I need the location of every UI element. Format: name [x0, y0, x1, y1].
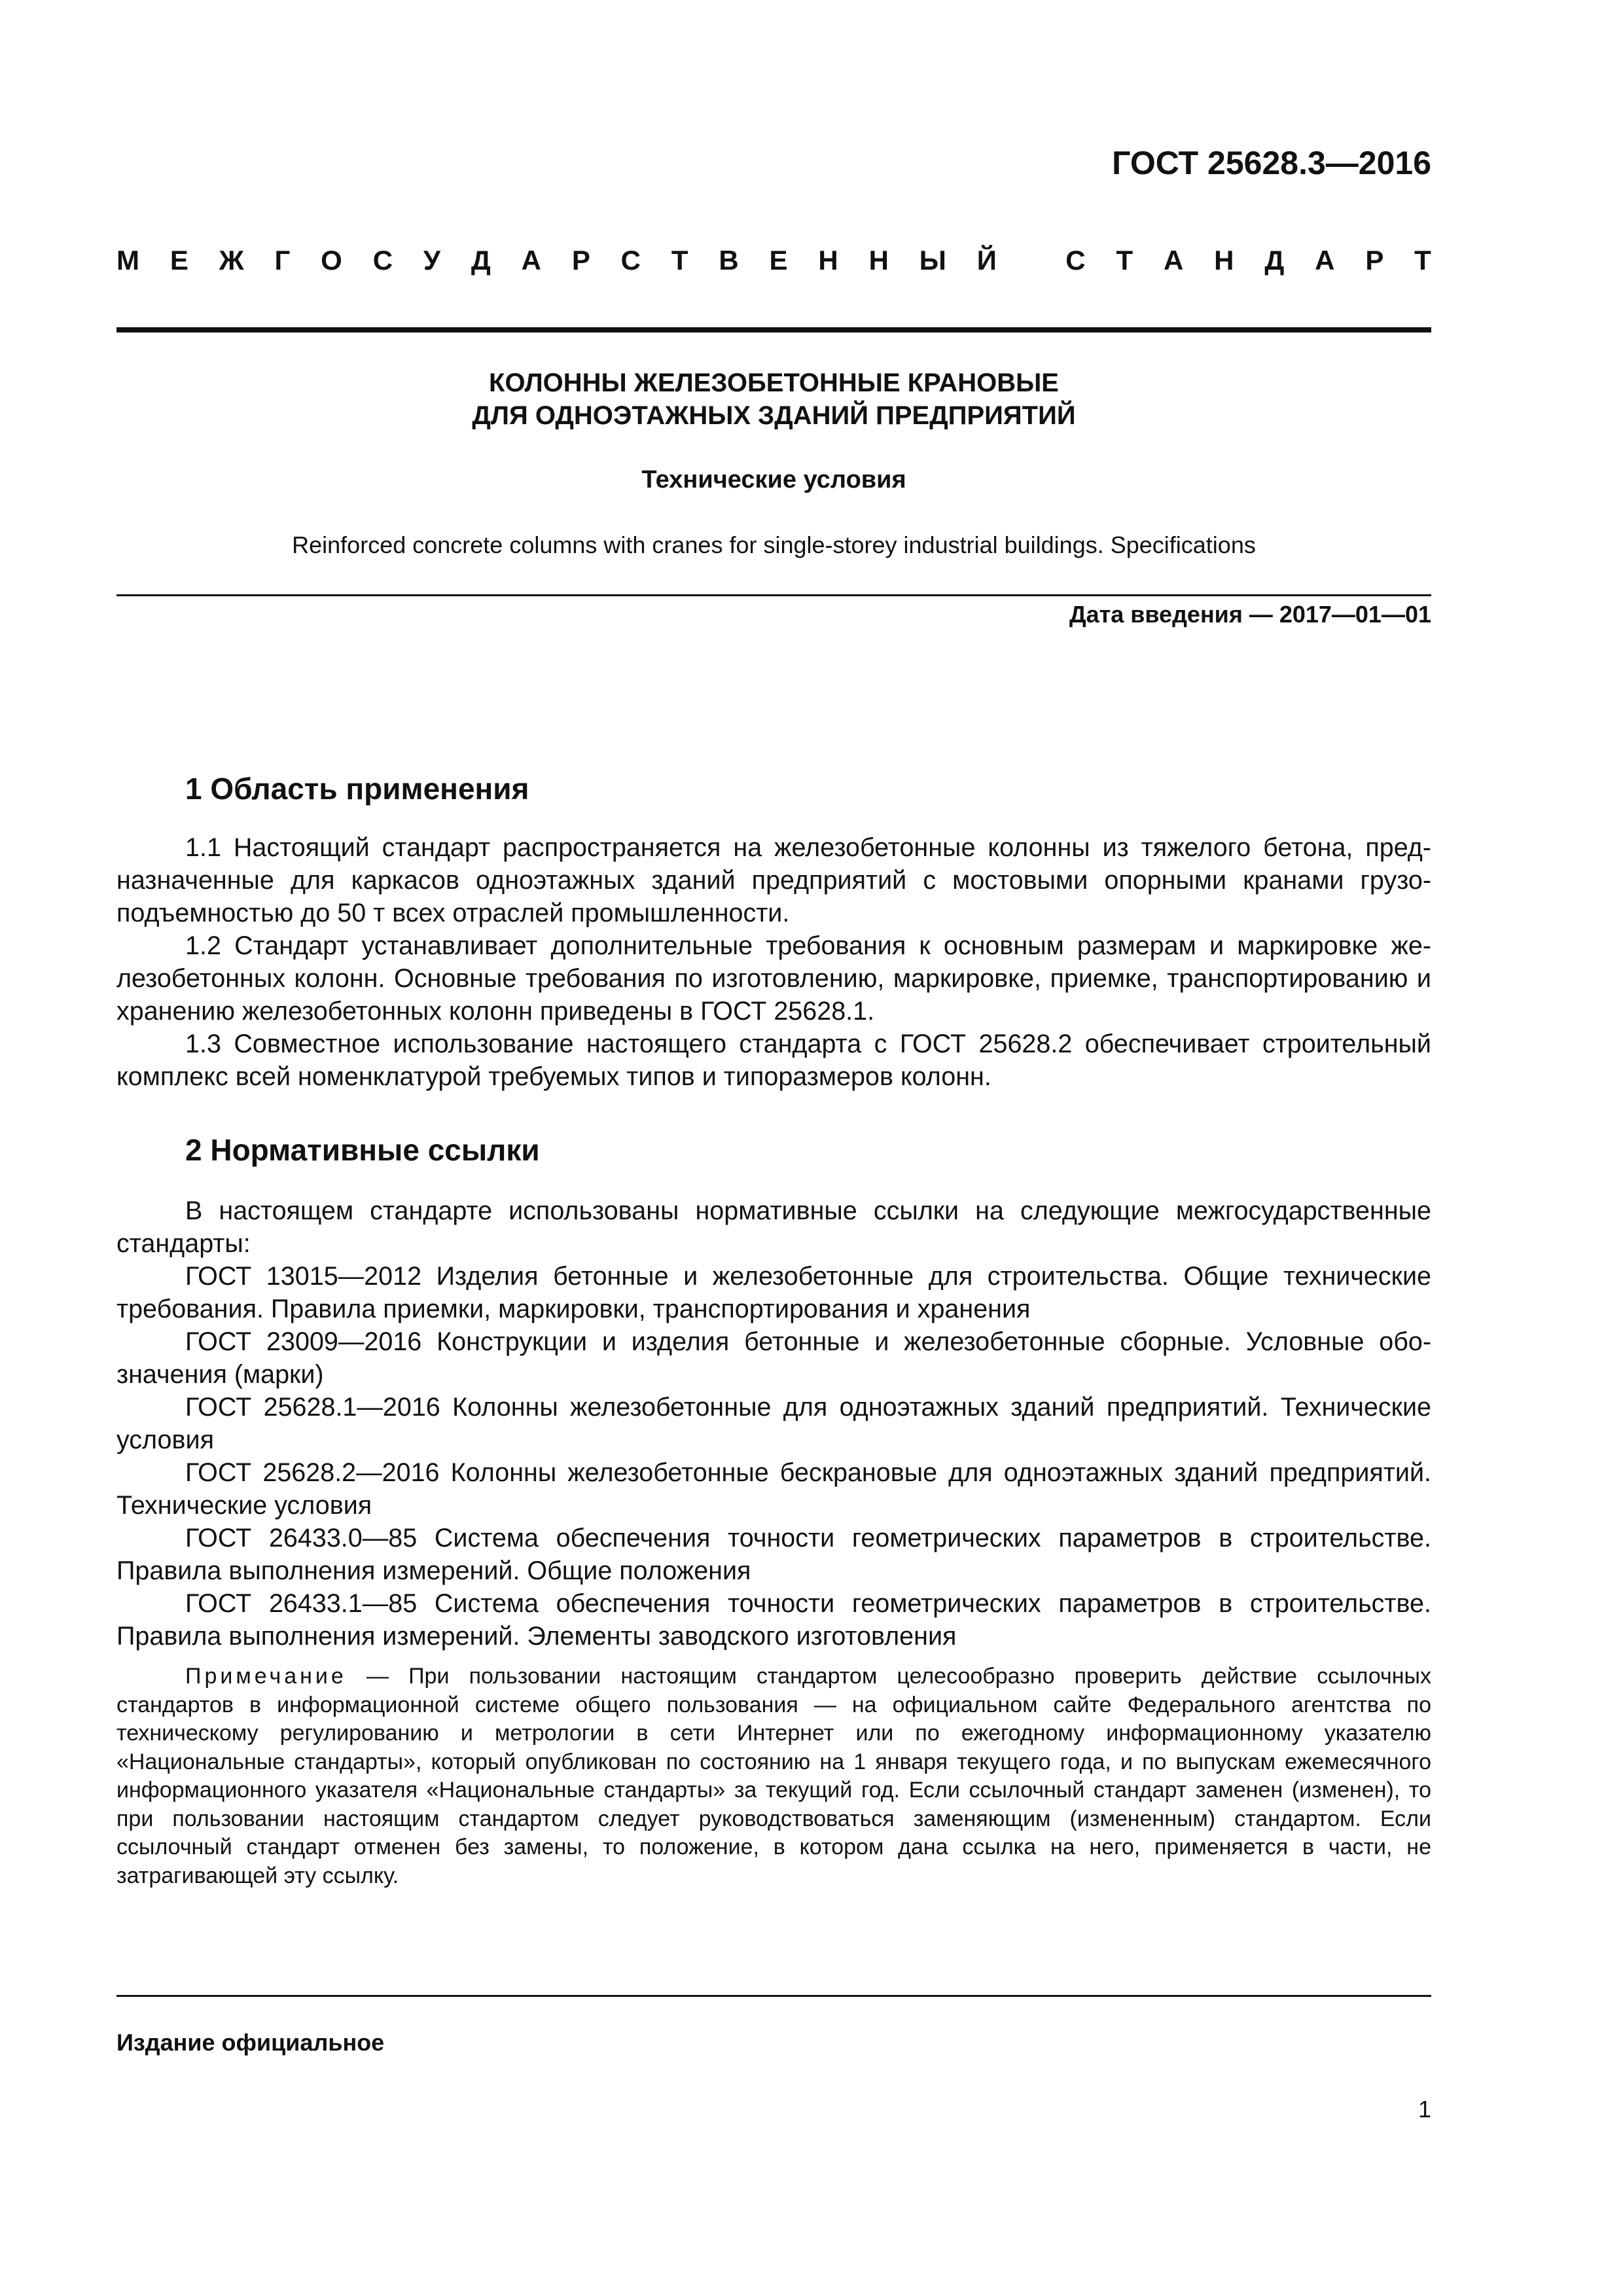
kind-letter: Н	[818, 245, 838, 276]
paragraph: 1.1 Настоящий стандарт распространяется на железобетонные колонны из тяжелого бетона, предназначенные для каркасов одноэтажных зданий предприятий с мостовыми опорными кранами грузоподъемностью до 50 т всех отраслей промышленности.	[116, 833, 1431, 927]
doc-number: ГОСТ 25628.3—2016	[1112, 145, 1431, 181]
kind-letter: Ы	[919, 245, 946, 276]
reference-item: ГОСТ 26433.0—85 Система обеспечения точности геометрических параметров в строительстве. Правила выполнения измерений. Общие положения	[116, 1524, 1431, 1585]
note-label: Примечание	[185, 1664, 347, 1689]
note	[116, 1662, 1431, 1890]
kind-letter: Р	[571, 245, 590, 276]
kind-letter: С	[620, 245, 641, 276]
header-divider	[116, 327, 1431, 332]
paragraph: В настоящем стандарте использованы нормативные ссылки на следующие межгосударственные стандарты:	[116, 1196, 1431, 1258]
section-2-heading: 2 Нормативные ссылки	[185, 1133, 540, 1167]
paragraph: 1.2 Стандарт устанавливает дополнительные требования к основным размерам и маркировке железобетонных колонн. Основные требования по изготовлению, маркировке, приемке, транспортированию и хранению железобетонных колонн приведены в ГОСТ 25628.1.	[116, 931, 1431, 1026]
kind-letter: А	[1315, 245, 1335, 276]
kind-letter: Е	[169, 245, 188, 276]
intro-date: Дата введения — 2017—01—01	[1069, 601, 1431, 628]
section-1-body	[116, 831, 1431, 1093]
kind-letter: С	[372, 245, 393, 276]
note-text: — При пользовании настоящим стандартом целесообразно проверить действие ссылочных стандартов в информационной системе общего пользования — на официальном сайте Федерального агентства по техническому регулированию и метрологии в сети Интернет или по ежегодному информационному указателю «Национальные стандарты», который опубликован по состоянию на 1 января текущего года, и по выпускам ежемесячного информационного указателя «Национальные стандарты» за текущий год. Если ссылочный стандарт заменен (изменен), то при пользовании настоящим стандартом следует руководствоваться заменяющим (измененным) стандартом. Если ссылочный стандарт отменен без замены, то положение, в котором дана ссылка на него, применяется в части, не затрагивающей эту ссылку.	[116, 1664, 1431, 1888]
section-2-body	[116, 1194, 1431, 1653]
kind-letter: О	[321, 245, 342, 276]
kind-letter: Д	[471, 245, 491, 276]
kind-letter: Т	[671, 245, 688, 276]
kind-letter: Д	[1264, 245, 1285, 276]
paragraph: 1.3 Совместное использование настоящего стандарта с ГОСТ 25628.2 обеспечивает строительный комплекс всей номенклатурой требуемых типов и типоразмеров колонн.	[116, 1030, 1431, 1091]
reference-item: ГОСТ 13015—2012 Изделия бетонные и железобетонные для строительства. Общие технические требования. Правила приемки, маркировки, транспортирования и хранения	[116, 1262, 1431, 1323]
kind-letter: М	[116, 245, 139, 276]
kind-letter: В	[719, 245, 739, 276]
section-1-heading: 1 Область применения	[185, 772, 529, 806]
footer-divider	[116, 1995, 1431, 1997]
reference-item: ГОСТ 25628.2—2016 Колонны железобетонные бескрановые для одноэтажных зданий предприятий. Технические условия	[116, 1458, 1431, 1520]
kind-letter: А	[1163, 245, 1184, 276]
kind-letter: Н	[868, 245, 889, 276]
kind-letter: У	[423, 245, 441, 276]
kind-letter: Н	[1214, 245, 1234, 276]
subtitle: Технические условия	[641, 466, 906, 493]
kind-letter: Е	[769, 245, 788, 276]
page-number: 1	[1418, 2096, 1431, 2123]
kind-letter: Ж	[219, 245, 244, 276]
title-divider	[116, 594, 1431, 596]
kind-letter: Р	[1365, 245, 1384, 276]
standard-kind	[116, 245, 1431, 276]
reference-item: ГОСТ 26433.1—85 Система обеспечения точности геометрических параметров в строительстве. Правила выполнения измерений. Элементы заводского изготовления	[116, 1589, 1431, 1651]
title-line-2: ДЛЯ ОДНОЭТАЖНЫХ ЗДАНИЙ ПРЕДПРИЯТИЙ	[472, 401, 1076, 430]
kind-letter: Т	[1414, 245, 1431, 276]
kind-letter: С	[1065, 245, 1086, 276]
kind-letter: Й	[976, 245, 997, 276]
kind-letter: Т	[1116, 245, 1133, 276]
kind-letter: Г	[274, 245, 291, 276]
reference-item: ГОСТ 25628.1—2016 Колонны железобетонные для одноэтажных зданий предприятий. Технические условия	[116, 1393, 1431, 1454]
english-title: Reinforced concrete columns with cranes for single-storey industrial buildings. Specifications	[292, 531, 1256, 558]
reference-item: ГОСТ 23009—2016 Конструкции и изделия бетонные и железобетонные сборные. Условные обозначения (марки)	[116, 1327, 1431, 1389]
kind-letter: А	[521, 245, 541, 276]
kind-word-gap	[1027, 245, 1035, 276]
edition-label: Издание официальное	[116, 2029, 385, 2056]
title-line-1: КОЛОННЫ ЖЕЛЕЗОБЕТОННЫЕ КРАНОВЫЕ	[489, 368, 1059, 397]
